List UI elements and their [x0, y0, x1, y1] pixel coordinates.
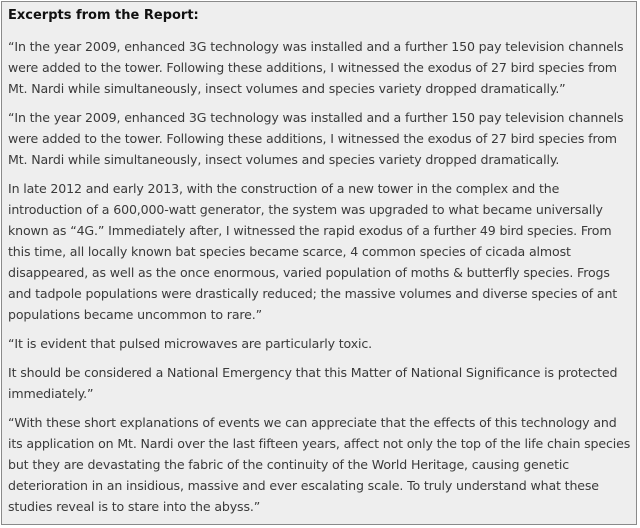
- excerpt-box: [1, 1, 637, 525]
- excerpt-paragraph-3: In late 2012 and early 2013, with the construction of a new tower in the complex and the introduction of a 600,000-watt generator, the system was upgraded to what became universally known as “4G.” Immediately after, I witnessed the rapid exodus of a further 49 bird species. From this time, all locally known bat species became scarce, 4 common species of cicada almost disappeared, as well as the once enormous, varied population of moths & butterfly species. Frogs and tadpole populations were drastically reduced; the massive volumes and diverse species of ant populations became uncommon to rare.”: [8, 181, 618, 322]
- excerpt-paragraph-5: It should be considered a National Emergency that this Matter of National Significance is protected immediately.”: [8, 365, 618, 401]
- excerpt-paragraph-2: “In the year 2009, enhanced 3G technology was installed and a further 150 pay television channels were added to the tower. Following these additions, I witnessed the exodus of 27 bird species from Mt. Nardi while simultaneously, insect volumes and species variety dropped dramatically.: [8, 110, 624, 167]
- excerpt-paragraph-1: “In the year 2009, enhanced 3G technology was installed and a further 150 pay television channels were added to the tower. Following these additions, I witnessed the exodus of 27 bird species from Mt. Nardi while simultaneously, insect volumes and species variety dropped dramatically.”: [8, 39, 624, 96]
- excerpt-content: [2, 2, 636, 517]
- excerpt-paragraph-6: “With these short explanations of events we can appreciate that the effects of this technology and its application on Mt. Nardi over the last fifteen years, affect not only the top of the life chain species but they are devastating the fabric of the continuity of the World Heritage, causing genetic deterioration in an insidious, massive and ever escalating scale. To truly understand what these studies reveal is to stare into the abyss.”: [8, 415, 631, 514]
- excerpt-paragraph-4: “It is evident that pulsed microwaves are particularly toxic.: [8, 336, 372, 351]
- excerpt-heading: Excerpts from the Report:: [8, 8, 199, 23]
